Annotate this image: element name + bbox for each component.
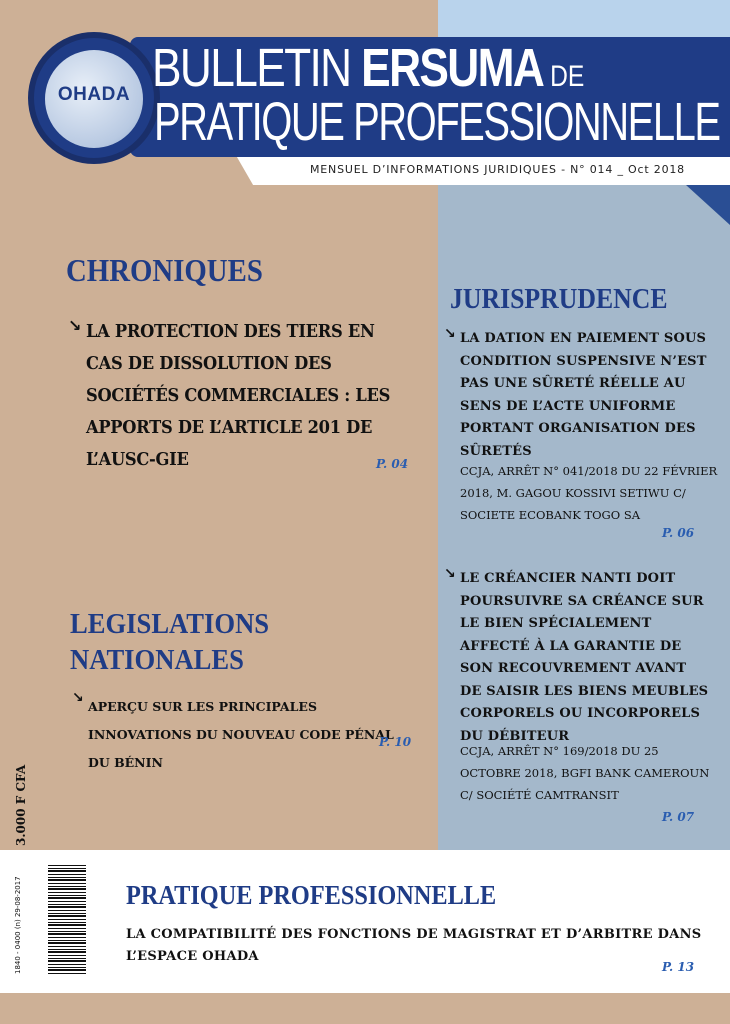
section-title-pratique: PRATIQUE PROFESSIONNELLE [126, 880, 497, 910]
section-title-jurisprudence: JURISPRUDENCE [450, 284, 668, 315]
bottom-strip [0, 993, 730, 1024]
corner-fold [686, 185, 730, 225]
barcode-icon [48, 864, 86, 974]
barcode-text: 1840 - 0400 (n) 29-08-2017 [14, 876, 22, 974]
jurisprudence-article-title[interactable]: LE CRÉANCIER NANTI DOIT POURSUIVRE SA CRÉANCE SUR LE BIEN SPÉCIALEMENT AFFECTÉ À LA GARANTIE DE SON RECOUVREMENT AVANT DE SAISIR LES BIENS MEUBLES CORPORELS OU INCORPORELS DU DÉBITEUR [460, 571, 709, 744]
arrow-icon: ↘ [444, 566, 456, 582]
jurisprudence-page-ref: P. 07 [662, 810, 695, 824]
title-word-bulletin: BULLETIN [152, 38, 362, 98]
jurisprudence-case-reference: CCJA, ARRÊT N° 041/2018 DU 22 FÉVRIER 2018, M. GAGOU KOSSIVI SETIWU C/ SOCIETE ECOBANK TOGO SA [460, 464, 718, 522]
jurisprudence-case-reference: CCJA, ARRÊT N° 169/2018 DU 25 OCTOBRE 2018, BGFI BANK CAMEROUN C/ SOCIÉTÉ CAMTRANSIT [460, 744, 710, 802]
top-right-band [438, 0, 730, 40]
price-label: 3.000 F CFA [14, 764, 28, 846]
title-word-de: DE [543, 60, 585, 93]
pratique-page-ref: P. 13 [662, 960, 695, 974]
jurisprudence-article-title[interactable]: LA DATION EN PAIEMENT SOUS CONDITION SUSPENSIVE N’EST PAS UNE SÛRETÉ RÉELLE AU SENS DE L’ACTE UNIFORME PORTANT ORGANISATION DES SÛRETÉS [460, 331, 707, 459]
arrow-icon: ↘ [68, 316, 82, 335]
chroniques-article-title[interactable]: LA PROTECTION DES TIERS EN CAS DE DISSOLUTION DES SOCIÉTÉS COMMERCIALES : LES APPORTS DE L’ARTICLE 201 DE L’AUSC-GIE [86, 322, 391, 470]
masthead-subtitle: MENSUEL D’INFORMATIONS JURIDIQUES - N° 014 _ Oct 2018 [310, 163, 685, 176]
chroniques-page-ref: P. 04 [376, 457, 409, 471]
arrow-icon: ↘ [72, 690, 84, 706]
section-title-legislations: LEGISLATIONS NATIONALES [70, 609, 270, 676]
legislations-article-title[interactable]: APERÇU SUR LES PRINCIPALES INNOVATIONS DU NOUVEAU CODE PÉNAL DU BÉNIN [88, 699, 394, 770]
pratique-article-title[interactable]: LA COMPATIBILITÉ DES FONCTIONS DE MAGISTRAT ET D’ARBITRE DANS L’ESPACE OHADA [126, 927, 702, 964]
logo-text: OHADA [57, 84, 131, 105]
legislations-page-ref: P. 10 [379, 735, 412, 749]
jurisprudence-page-ref: P. 06 [662, 526, 695, 540]
section-title-chroniques: CHRONIQUES [66, 252, 263, 288]
arrow-icon: ↘ [444, 326, 456, 342]
title-word-ersuma: ERSUMA [361, 38, 544, 98]
masthead-title-line2: PRATIQUE PROFESSIONNELLE [154, 92, 720, 152]
